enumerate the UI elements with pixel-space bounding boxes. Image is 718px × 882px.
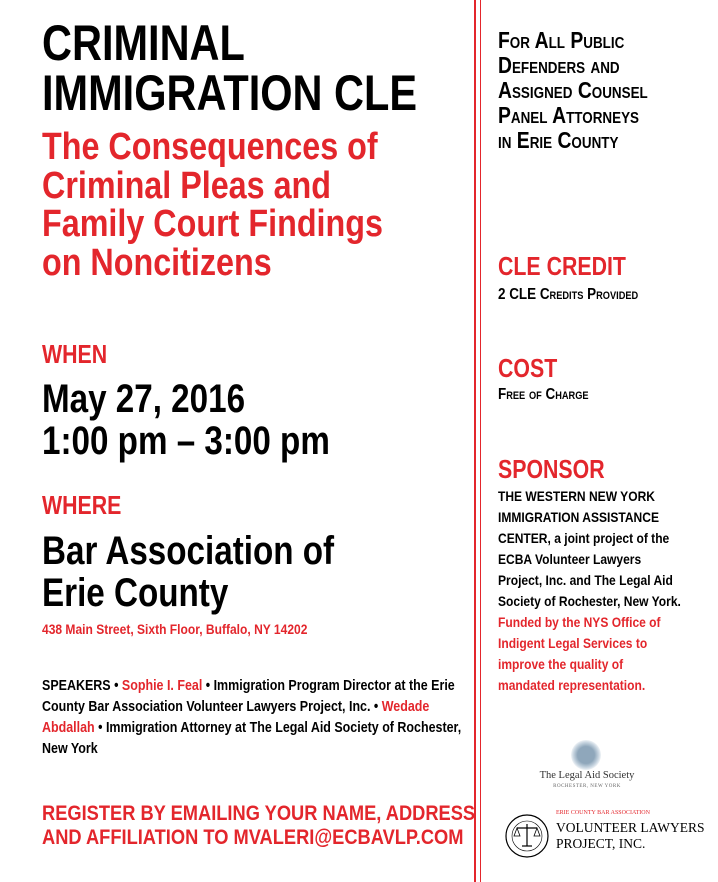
- event-date: May 27, 2016: [42, 377, 246, 421]
- register-line-2: AND AFFILIATION TO MVALERI@ECBAVLP.COM: [42, 826, 464, 849]
- audience-block: [498, 28, 648, 153]
- divider-line: [474, 0, 476, 882]
- venue-line-1: Bar Association of: [42, 529, 335, 573]
- scales-of-justice-icon: [504, 812, 550, 864]
- title-line-2: IMMIGRATION CLE: [42, 65, 418, 121]
- bullet: •: [98, 720, 103, 736]
- venue-address: 438 Main Street, Sixth Floor, Buffalo, NY 14202: [42, 621, 308, 637]
- seal-icon: [571, 740, 601, 770]
- speaker-1-title: Immigration Program Director at the Erie County Bar Association Volunteer Lawyers Project, Inc.: [42, 678, 455, 715]
- sponsor-paragraph: [498, 486, 682, 696]
- register-instructions: [42, 802, 475, 850]
- vlp-name-line-1: VOLUNTEER LAWYERS: [556, 820, 705, 835]
- cle-credit-value: 2 CLE Credits Provided: [498, 286, 639, 303]
- bullet: •: [373, 699, 379, 715]
- event-time: 1:00 pm – 3:00 pm: [42, 419, 330, 463]
- speaker-2-name: Wedade Abdallah: [42, 699, 430, 736]
- subtitle-line-2: Criminal Pleas and: [42, 164, 332, 207]
- audience-line-5: in Erie County: [498, 127, 619, 153]
- where-heading: WHERE: [42, 490, 122, 520]
- audience-line-2: Defenders and: [498, 52, 620, 78]
- audience-line-1: For All Public: [498, 27, 625, 53]
- cle-credit-heading: CLE CREDIT: [498, 251, 626, 281]
- divider-line-thin: [480, 0, 481, 882]
- audience-line-3: Assigned Counsel: [498, 77, 648, 103]
- vlp-name-line-2: PROJECT, INC.: [556, 836, 646, 851]
- venue-line-2: Erie County: [42, 571, 229, 615]
- speakers-paragraph: [42, 676, 463, 760]
- when-heading: WHEN: [42, 339, 108, 369]
- page-title: [42, 15, 418, 121]
- subtitle-line-3: Family Court Findings: [42, 203, 383, 245]
- speakers-label: SPEAKERS: [42, 678, 111, 694]
- subtitle-line-1: The Consequences of: [42, 126, 378, 168]
- sponsor-description: a joint project of the ECBA Volunteer Lawyers Project, Inc. and The Legal Aid Society of Rochester, New York.: [498, 530, 681, 609]
- subtitle: [42, 128, 383, 282]
- legal-aid-society-location: ROCHESTER, NEW YORK: [553, 784, 621, 789]
- cost-value: Free of Charge: [498, 386, 589, 403]
- bullet: •: [205, 678, 211, 694]
- subtitle-line-4: on Noncitizens: [42, 241, 272, 284]
- cost-heading: COST: [498, 353, 558, 383]
- title-line-1: CRIMINAL: [42, 15, 245, 71]
- legal-aid-society-logo: [532, 740, 642, 792]
- audience-line-4: Panel Attorneys: [498, 102, 640, 128]
- sponsor-heading: SPONSOR: [498, 454, 605, 484]
- volunteer-lawyers-project-logo: [496, 806, 705, 870]
- sponsor-funding: Funded by the NYS Office of Indigent Legal Services to improve the quality of mandated representation.: [498, 614, 661, 693]
- legal-aid-society-name: The Legal Aid Society: [539, 770, 635, 781]
- vlp-association-name: ERIE COUNTY BAR ASSOCIATION: [556, 810, 650, 816]
- bullet: •: [114, 678, 119, 694]
- speaker-2-title: Immigration Attorney at The Legal Aid Society of Rochester, New York: [42, 720, 462, 757]
- register-line-1: REGISTER BY EMAILING YOUR NAME, ADDRESS: [42, 802, 476, 825]
- speaker-1-name: Sophie I. Feal: [121, 678, 203, 694]
- sponsor-org: THE WESTERN NEW YORK IMMIGRATION ASSISTANCE CENTER,: [498, 488, 659, 546]
